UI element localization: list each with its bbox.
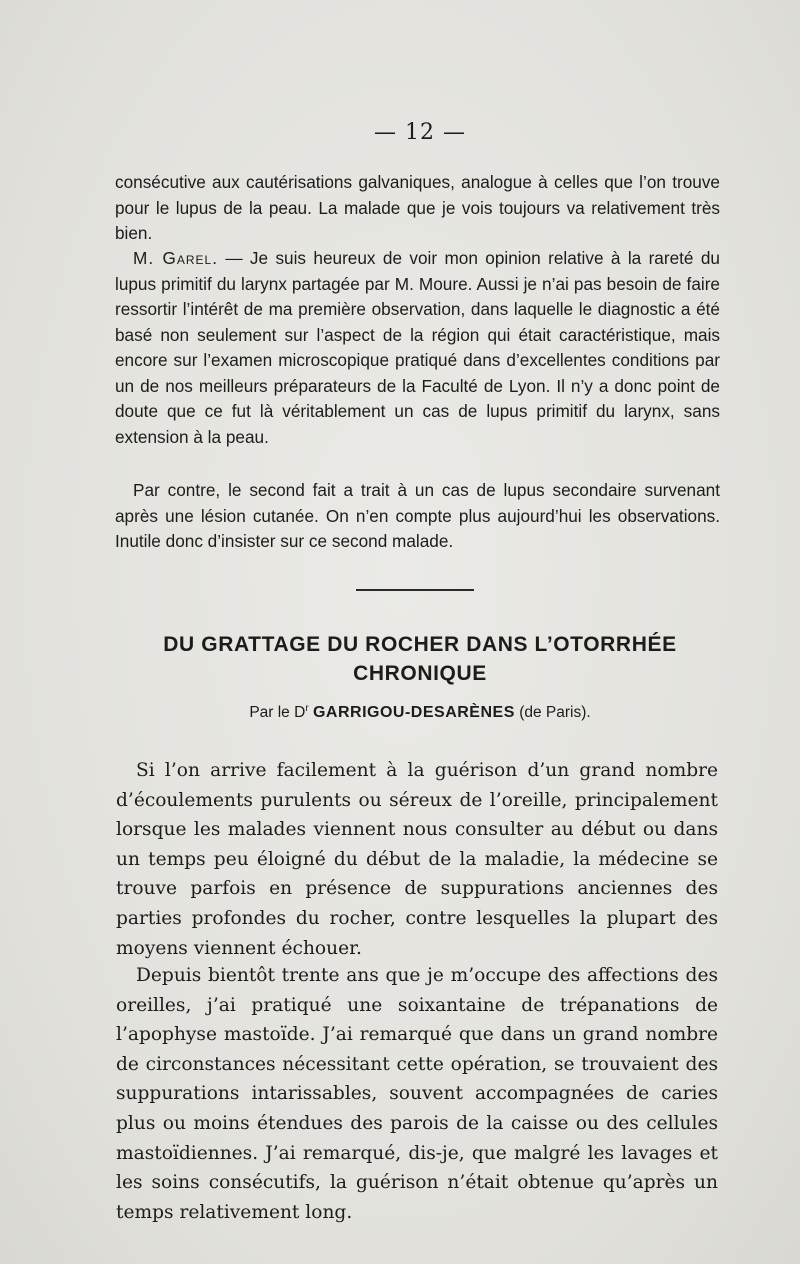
page-number: — 12 — [374,120,466,145]
article-title-line1: DU GRATTAGE DU ROCHER DANS L’OTORRHÉE [163,633,677,656]
section-divider [356,589,474,591]
byline-prefix: Par le D [249,704,306,722]
byline-sup: r [305,703,309,714]
article-paragraph-1: Si l’on arrive facilement à la guérison d’un grand nombre d’écoulements purulents ou séreux de l’oreille, principalement lorsque les malades viennent nous consulter au début ou dans un temps peu éloigné du début de la maladie, la médecine se trouve parfois en présence de suppurations anciennes des parties profondes du rocher, contre lesquelles la plupart des moyens viennent échouer. [116,760,718,959]
article-byline [100,703,740,722]
article-title-line2: CHRONIQUE [353,662,487,685]
paragraph-garel-text: — Je suis heureux de voir mon opinion relative à la rareté du lupus primitif du larynx partagée par M. Moure. Aussi je n’ai pas besoin de faire ressortir l’intérêt de ma première observation, dans laquelle le diagnostic a été basé non seulement sur l’aspect de la région qui était caractéristique, mais encore sur l’examen microscopique pratiqué dans d’excellentes conditions par un de nos meilleurs préparateurs de la Faculté de Lyon. Il n’y a donc point de doute que ce fut là véritablement un cas de lupus primitif du larynx, sans extension à la peau. [115,248,720,447]
paragraph-par-contre: Par contre, le second fait a trait à un cas de lupus secondaire survenant après une lésion cutanée. On n’en compte plus aujourd’hui les observations. Inutile donc d’insister sur ce second malade. [115,480,720,551]
byline-suffix: (de Paris). [519,704,591,722]
speaker-name: M. Garel. [133,248,218,268]
paragraph-garel [115,246,720,450]
article-paragraph-2: Depuis bientôt trente ans que je m’occupe des affections des oreilles, j’ai pratiqué une soixantaine de trépanations de l’apophyse mastoïde. J’ai remarqué que dans un grand nombre de circonstances nécessitant cette opération, se trouvaient des suppurations intarissables, souvent accompagnées de caries plus ou moins étendues des parois de la caisse ou des cellules mastoïdiennes. J’ai remarqué, dis-je, que malgré les lavages et les soins consécutifs, la guérison n’était obtenue qu’après un temps relativement long. [116,965,718,1223]
author-name: GARRIGOU-DESARÈNES [312,704,515,722]
paragraph-continuation: consécutive aux cautérisations galvaniques, analogue à celles que l’on trouve pour le lupus de la peau. La malade que je vois toujours va relativement très bien. [115,172,720,243]
